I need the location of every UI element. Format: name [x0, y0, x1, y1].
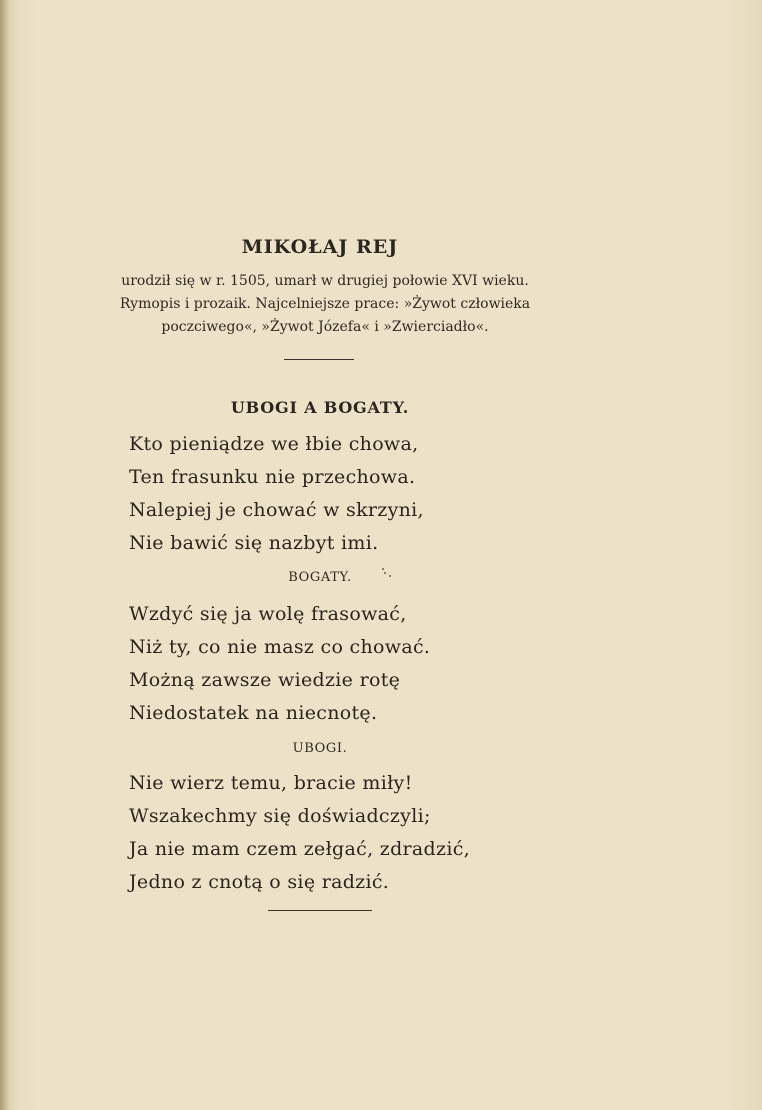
verse-line: Możną zawsze wiedzie rotę	[129, 669, 401, 691]
bio-line: Rymopis i prozaik. Najcelniejsze prace: »Żywot człowieka	[119, 296, 531, 312]
speaker-label: UBOGI.	[292, 741, 348, 756]
stanza	[129, 767, 470, 899]
verse-line: Wszakechmy się doświadczyli;	[129, 805, 431, 827]
verse-line: Ja nie mam czem zełgać, zdradzić,	[129, 838, 470, 860]
verse-line: Nie wierz temu, bracie miły!	[129, 772, 413, 794]
verse-line: Niż ty, co nie masz co chować.	[129, 636, 431, 658]
bio-line: urodził się w r. 1505, umarł w drugiej połowie XVI wieku.	[121, 273, 529, 289]
binding-shadow	[0, 0, 10, 1110]
poem-title: UBOGI A BOGATY.	[230, 398, 410, 417]
speaker-label: BOGATY.	[288, 570, 352, 585]
verse-line: Nalepiej je chować w skrzyni,	[129, 499, 424, 521]
ink-specks	[380, 566, 400, 580]
bio-line: poczciwego«, »Żywot Józefa« i »Zwierciadło«.	[161, 319, 489, 335]
stanza	[129, 428, 424, 560]
author-name: MIKOŁAJ REJ	[241, 236, 399, 258]
verse-line: Jedno z cnotą o się radzić.	[129, 871, 390, 893]
verse-line: Niedostatek na niecnotę.	[129, 702, 378, 724]
author-bio	[40, 270, 610, 339]
verse-line: Nie bawić się nazbyt imi.	[129, 532, 379, 554]
stanza	[129, 598, 430, 730]
end-divider	[268, 910, 372, 911]
section-divider	[284, 359, 354, 360]
verse-line: Kto pieniądze we łbie chowa,	[129, 433, 419, 455]
verse-line: Wzdyć się ja wolę frasować,	[129, 603, 407, 625]
verse-line: Ten frasunku nie przechowa.	[129, 466, 416, 488]
